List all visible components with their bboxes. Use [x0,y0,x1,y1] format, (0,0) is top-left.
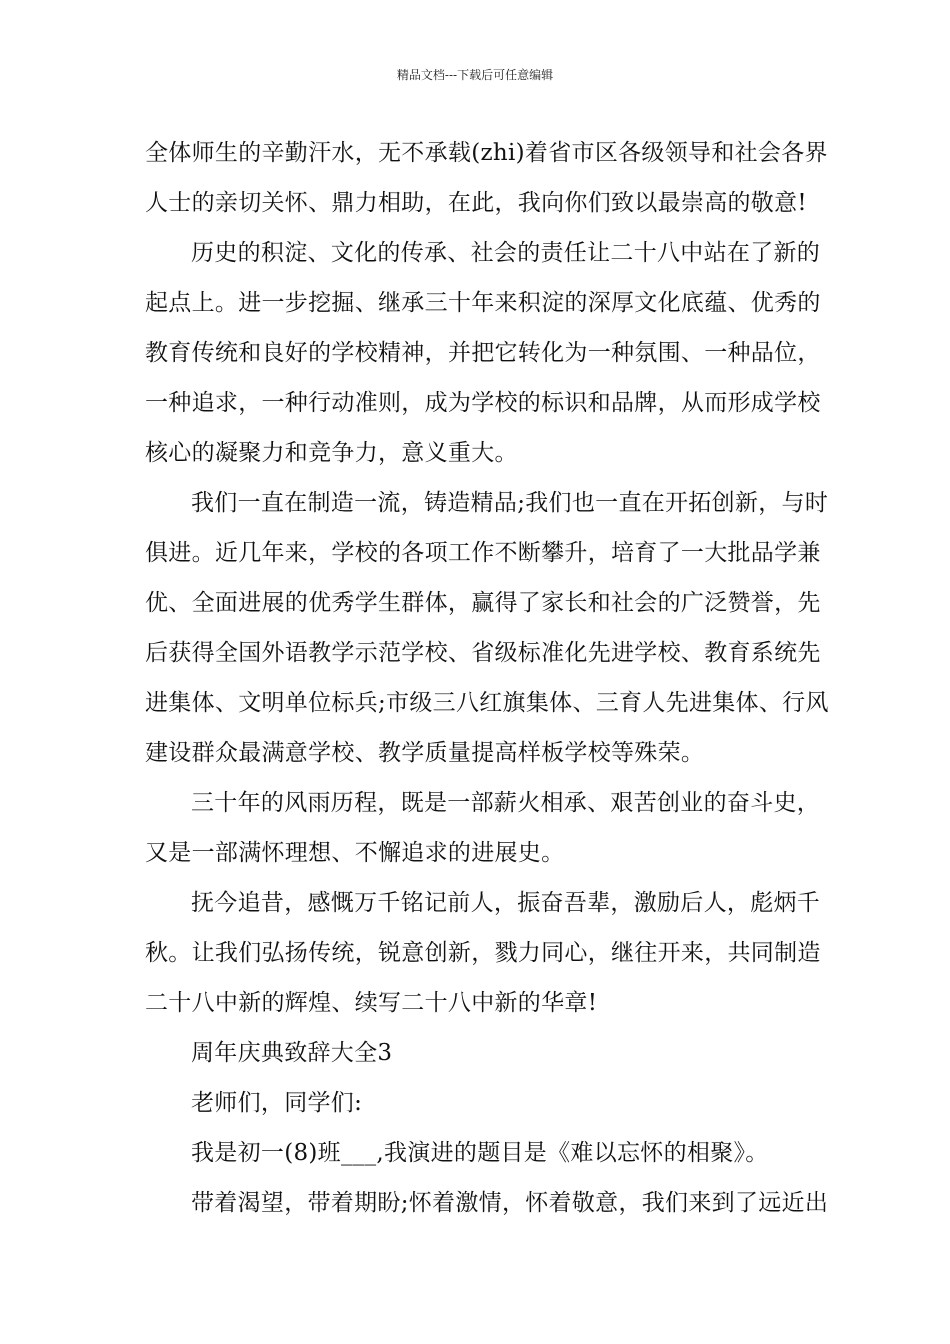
section-heading: 周年庆典致辞大全3 [191,1040,393,1066]
text-line: 起点上。进一步挖掘、继承三十年来积淀的深厚文化底蕴、优秀的 [145,290,821,316]
document-body [145,128,829,1228]
text-line: 我是初一(8)班___,我演进的题目是《难以忘怀的相聚》。 [191,1140,769,1166]
text-line: 二十八中新的辉煌、续写二十八中新的华章! [145,990,598,1016]
text-line: 教育传统和良好的学校精神，并把它转化为一种氛围、一种品位， [145,340,821,366]
text-line: 俱进。近几年来，学校的各项工作不断攀升，培育了一大批品学兼 [145,540,821,566]
page-header: 精品文档---下载后可任意编辑 [396,68,554,82]
text-line: 抚今追昔，感慨万千铭记前人，振奋吾辈，激励后人，彪炳千 [191,890,821,916]
text-line: 秋。让我们弘扬传统，锐意创新，戮力同心，继往开来，共同制造 [145,940,821,966]
text-line: 我们一直在制造一流，铸造精品;我们也一直在开拓创新，与时 [191,490,829,516]
text-line: 核心的凝聚力和竞争力，意义重大。 [145,440,518,466]
text-line: 又是一部满怀理想、不懈追求的进展史。 [145,840,565,866]
text-line: 进集体、文明单位标兵;市级三八红旗集体、三育人先进集体、行风 [145,690,829,716]
text-line: 后获得全国外语教学示范学校、省级标准化先进学校、教育系统先 [145,640,821,666]
text-line: 建设群众最满意学校、教学质量提高样板学校等殊荣。 [145,740,705,766]
text-line: 带着渴望，带着期盼;怀着激情，怀着敬意，我们来到了远近出 [191,1190,829,1216]
text-line: 优、全面进展的优秀学生群体，赢得了家长和社会的广泛赞誉，先 [145,590,821,616]
text-line: 全体师生的辛勤汗水，无不承载(zhi)着省市区各级领导和社会各界 [145,140,828,166]
text-line: 三十年的风雨历程，既是一部薪火相承、艰苦创业的奋斗史， [191,790,821,816]
text-line: 历史的积淀、文化的传承、社会的责任让二十八中站在了新的 [191,240,821,266]
text-line: 老师们，同学们: [191,1090,363,1116]
text-line: 一种追求，一种行动准则，成为学校的标识和品牌，从而形成学校 [145,390,821,416]
text-line: 人士的亲切关怀、鼎力相助，在此，我向你们致以最崇高的敬意! [145,190,807,216]
